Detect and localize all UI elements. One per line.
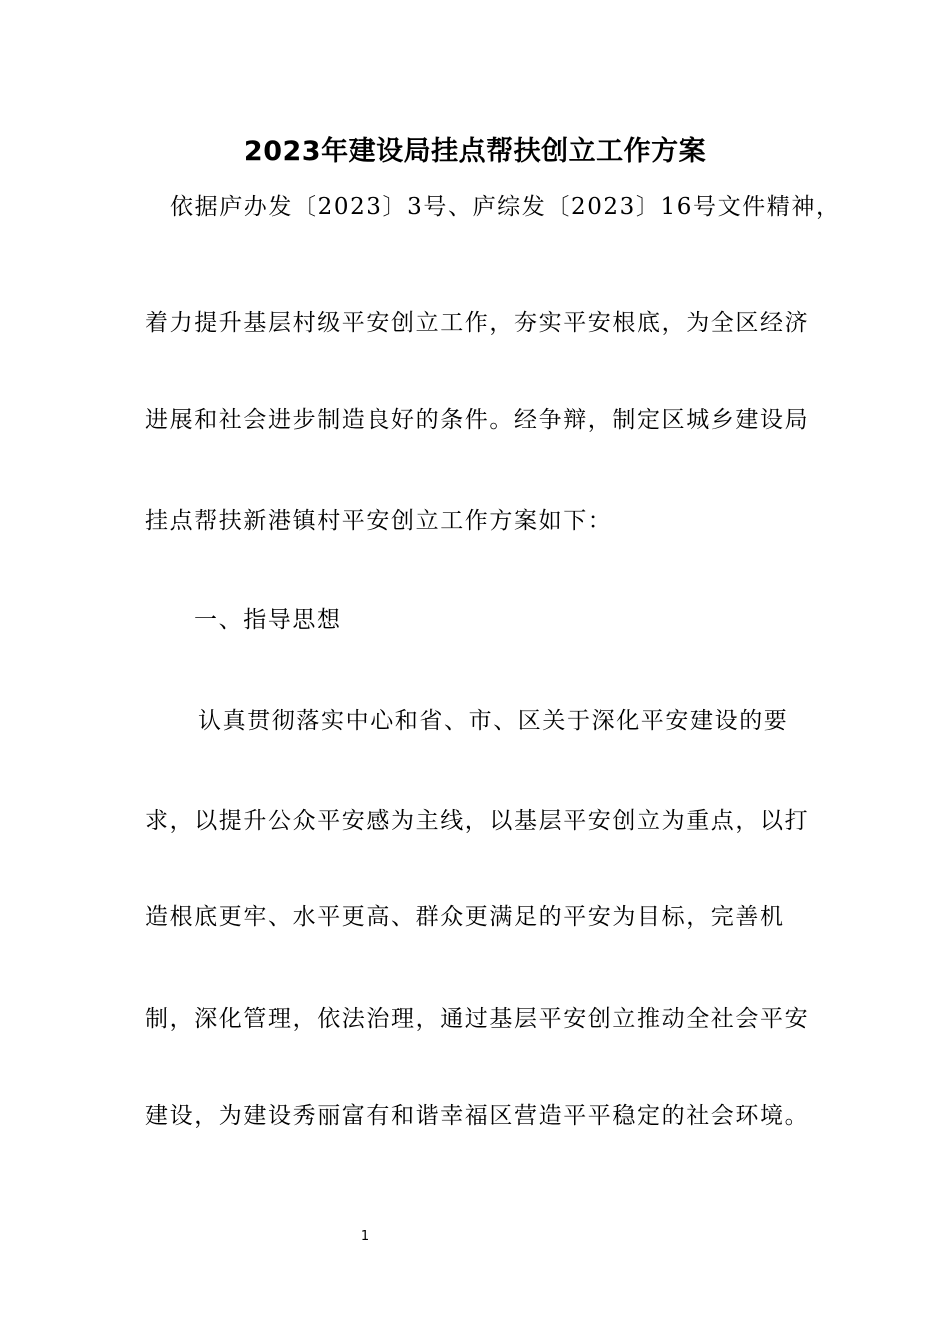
document-title: 2023年建设局挂点帮扶创立工作方案: [243, 136, 707, 167]
section-heading: 一、指导思想: [194, 607, 342, 633]
page-number: 1: [360, 1229, 370, 1244]
paragraph-line: 求，以提升公众平安感为主线，以基层平安创立为重点，以打: [145, 808, 810, 834]
paragraph-line: 认真贯彻落实中心和省、市、区关于深化平安建设的要: [198, 708, 789, 734]
paragraph-line: 着力提升基层村级平安创立工作，夯实平安根底，为全区经济: [145, 310, 810, 336]
paragraph-line: 挂点帮扶新港镇村平安创立工作方案如下：: [145, 508, 613, 534]
paragraph-line: 依据庐办发〔2023〕3号、庐综发〔2023〕16号文件精神，: [170, 194, 841, 220]
paragraph-line: 造根底更牢、水平更高、群众更满足的平安为目标，完善机: [145, 904, 785, 930]
paragraph-line: 制，深化管理，依法治理，通过基层平安创立推动全社会平安: [145, 1006, 810, 1032]
paragraph-line: 进展和社会进步制造良好的条件。经争辩，制定区城乡建设局: [145, 407, 810, 433]
paragraph-line: 建设，为建设秀丽富有和谐幸福区营造平平稳定的社会环境。: [145, 1103, 810, 1129]
